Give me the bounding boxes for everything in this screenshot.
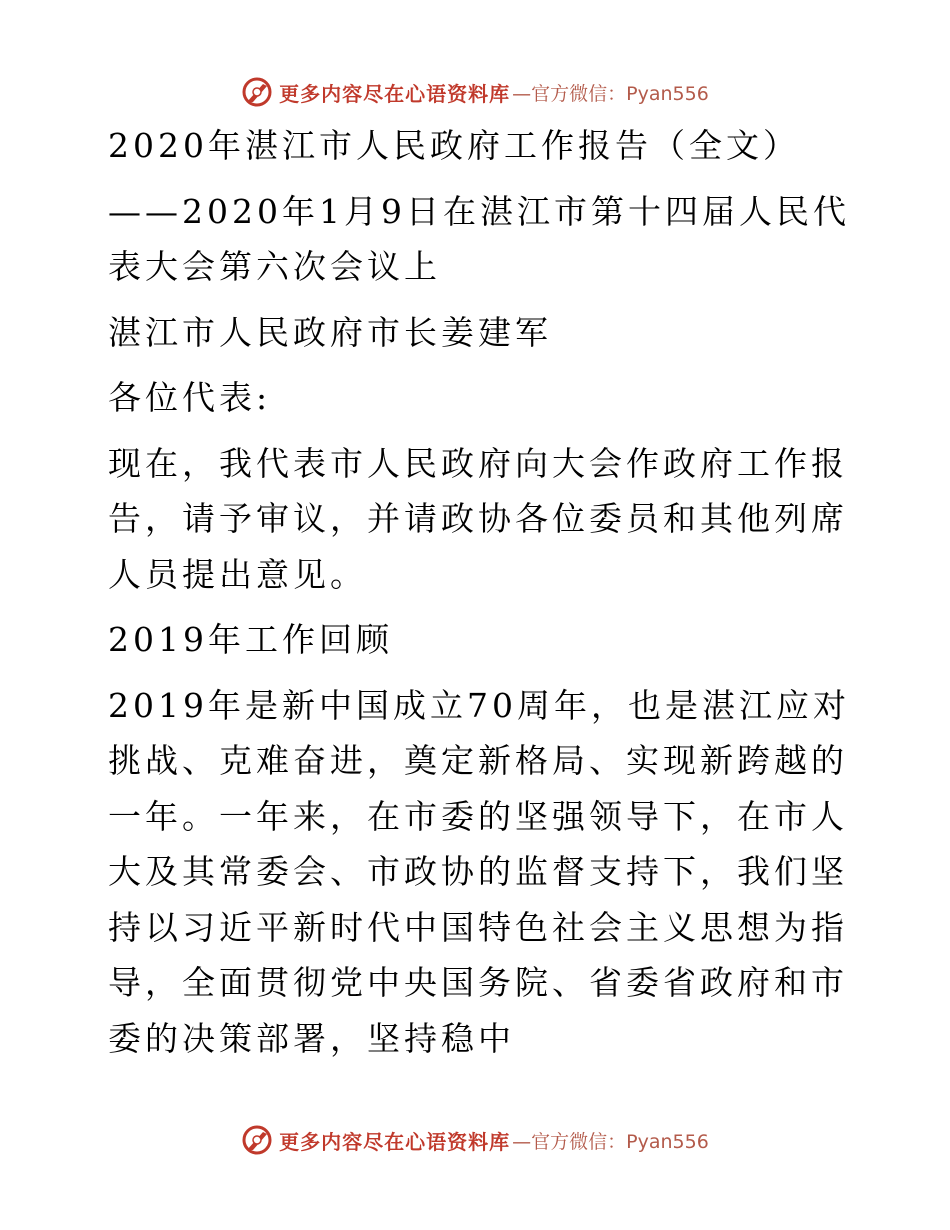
salutation: 各位代表: <box>108 378 272 417</box>
document-title: 2020年湛江市人民政府工作报告（全文） <box>108 126 800 165</box>
watermark-sub-text: —官方微信：Pyan556 <box>512 82 709 105</box>
document-author: 湛江市人民政府市长姜建军 <box>108 312 552 352</box>
section-heading: 2019年工作回顾 <box>108 620 393 659</box>
document-body <box>98 118 858 1076</box>
watermark-header <box>0 72 950 112</box>
watermark-main-text: 更多内容尽在心语资料库 <box>279 81 511 106</box>
watermark-footer <box>0 1120 950 1160</box>
intro-paragraph: 现在，我代表市人民政府向大会作政府工作报告，请予审议，并请政协各位委员和其他列席人员提出意见。 <box>108 443 848 594</box>
document-subtitle: ——2020年1月9日在湛江市第十四届人民代表大会第六次会议上 <box>108 191 850 286</box>
watermark-sub-text: —官方微信：Pyan556 <box>512 1130 709 1153</box>
body-paragraph: 2019年是新中国成立70周年，也是湛江应对挑战、克难奋进，奠定新格局、实现新跨越的一年。一年来，在市委的坚强领导下，在市人大及其常委会、市政协的监督支持下，我们坚持以习近平新时代中国特色社会主义思想为指导，全面贯彻党中央国务院、省委省政府和市委的决策部署，坚持稳中 <box>108 685 850 1058</box>
quill-logo-icon <box>241 76 273 108</box>
watermark-main-text: 更多内容尽在心语资料库 <box>279 1129 511 1154</box>
quill-logo-icon <box>241 1124 273 1156</box>
